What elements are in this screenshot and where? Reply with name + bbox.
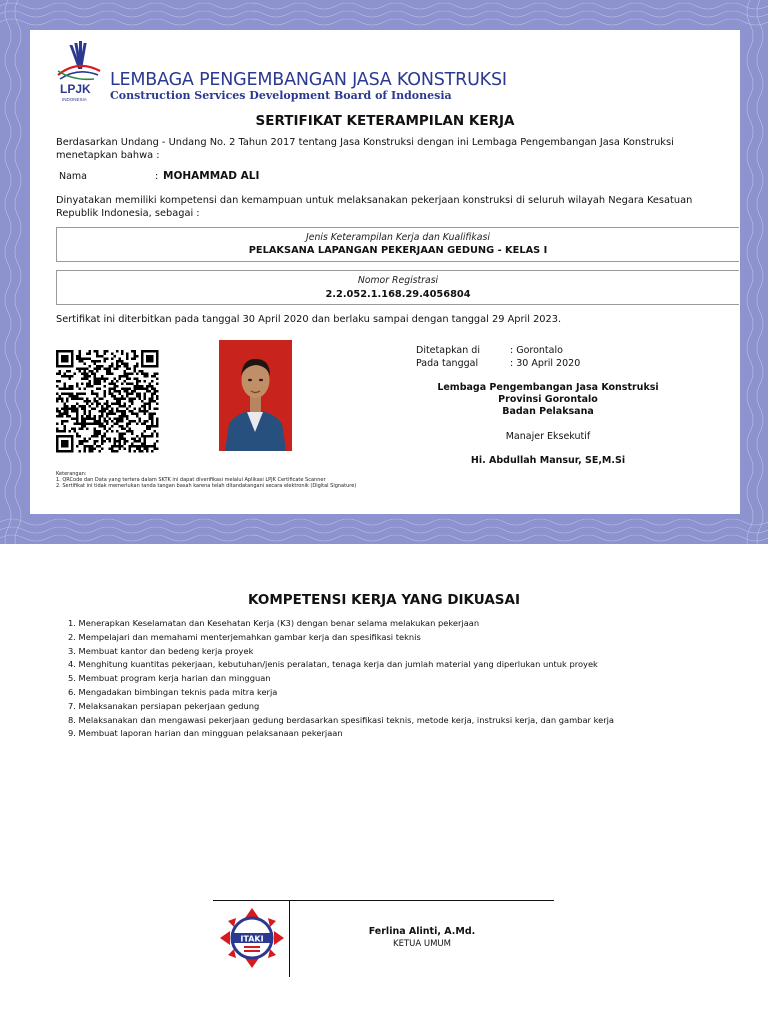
intro-paragraph: Berdasarkan Undang - Undang No. 2 Tahun 2017 tentang Jasa Konstruksi dengan ini Lembaga Pengembangan Jasa Konstruksi menetapkan bahwa : <box>56 137 674 161</box>
itaki-logo-icon <box>218 906 286 970</box>
qr-code-icon <box>56 350 159 454</box>
list-item: 5. Membuat program kerja harian dan mingguan <box>68 673 271 684</box>
name-separator: : <box>155 171 159 182</box>
list-item: 8. Melaksanakan dan mengawasi pekerjaan gedung berdasarkan spesifikasi teknis, metode kerja, instruksi kerja, dan gambar kerja <box>68 714 614 725</box>
list-item: 7. Melaksanakan persiapan pekerjaan gedung <box>68 700 260 711</box>
list-item: 1. Menerapkan Keselamatan dan Kesehatan Kerja (K3) dengan benar selama melakukan pekerjaan <box>68 618 480 628</box>
org-name: LEMBAGA PENGEMBANGAN JASA KONSTRUKSI <box>110 70 507 90</box>
itaki-logo-text: ITAKI <box>240 934 264 944</box>
person-photo-icon <box>219 340 292 451</box>
holder-photo <box>219 340 292 451</box>
issuer-org-line2: Provinsi Gorontalo <box>498 394 598 405</box>
signatory-name: Hi. Abdullah Mansur, SE,M.Si <box>470 455 626 466</box>
notes-line-2: 2. Sertifikat ini tidak memerlukan tanda tangan basah karena telah ditandatangani secara elektronik (Digital Signature) <box>56 483 357 489</box>
registration-box <box>56 270 739 305</box>
signatory-position: Manajer Eksekutif <box>505 431 591 442</box>
notes-line-1: 1. QRCode dan Data yang tertera dalam SKTK ini dapat diverifikasi melalui Aplikasi LPJK Certificate Scanner <box>56 477 326 483</box>
registration-caption: Nomor Registrasi <box>357 275 439 286</box>
qualification-box <box>56 227 739 262</box>
holder-name: MOHAMMAD ALI <box>163 170 260 182</box>
registration-number: 2.2.052.1.168.29.4056804 <box>325 289 471 300</box>
competencies-list <box>68 617 614 741</box>
list-item: 9. Membuat laporan harian dan mingguan pelaksanaan pekerjaan <box>68 728 343 739</box>
signature-top-line <box>213 900 554 901</box>
name-label: Nama <box>59 171 88 182</box>
qr-code <box>56 350 159 454</box>
chair-name: Ferlina Alinti, A.Md. <box>368 926 476 937</box>
list-item: 2. Mempelajari dan memahami menterjemahkan gambar kerja dan spesifikasi teknis <box>68 631 421 642</box>
competencies-title: KOMPETENSI KERJA YANG DIKUASAI <box>248 592 520 608</box>
statement-paragraph: Dinyatakan memiliki kompetensi dan kemampuan untuk melaksanakan pekerjaan konstruksi di seluruh wilayah Negara Kesatuan Republik Indonesia, sebagai : <box>56 195 693 219</box>
lpjk-logo-icon <box>54 41 102 103</box>
list-item: 6. Mengadakan bimbingan teknis pada mitra kerja <box>68 686 278 697</box>
certificate-card <box>30 30 740 514</box>
date-label: Pada tanggal <box>416 358 479 369</box>
validity-text: Sertifikat ini diterbitkan pada tanggal 30 April 2020 dan berlaku sampai dengan tanggal 29 April 2023. <box>56 314 562 325</box>
logo-country: INDONESIA <box>62 97 87 102</box>
issuer-org-line1: Lembaga Pengembangan Jasa Konstruksi <box>437 382 659 393</box>
org-name-en: Construction Services Development Board of Indonesia <box>110 89 452 102</box>
chair-title: KETUA UMUM <box>393 939 451 949</box>
notes-title: Keterangan: <box>56 471 87 477</box>
logo-abbr: LPJK <box>60 82 91 96</box>
qualification-caption: Jenis Keterampilan Kerja dan Kualifikasi <box>306 232 490 243</box>
list-item: 4. Menghitung kuantitas pekerjaan, kebutuhan/jenis peralatan, tenaga kerja dan jumlah material yang diperlukan untuk proyek <box>68 659 598 670</box>
list-item: 3. Membuat kantor dan bedeng kerja proyek <box>68 645 254 656</box>
certificate-title: SERTIFIKAT KETERAMPILAN KERJA <box>255 113 515 129</box>
issuer-org-line3: Badan Pelaksana <box>502 406 594 417</box>
place-value: : Gorontalo <box>510 345 563 356</box>
place-label: Ditetapkan di <box>416 345 480 356</box>
qualification-value: PELAKSANA LAPANGAN PEKERJAAN GEDUNG - KELAS I <box>248 245 548 256</box>
date-value: : 30 April 2020 <box>510 358 581 369</box>
